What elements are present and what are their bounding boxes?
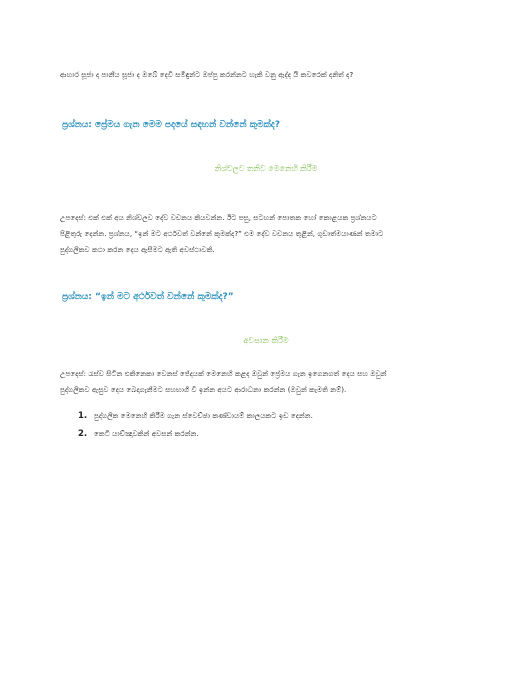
list-item [78,410,474,422]
instruction-line: පුද්ගලිකව කථා කරන දෙය ඇසීමට ඇති අවස්ථාවකි. [60,245,215,254]
closing-steps-list [78,410,474,446]
instruction-line: උපදෙස්: එක් එක් අය නිශ්චලව දේව වචනය කියවන්න. ඊට පසු, සටහන් පොතක හෝ කොළයක ප්‍රශ්නයට [60,213,377,222]
step-number: 1. [78,411,88,421]
step-text: පුද්ගලික මෙනෙහි කිරීම ගැන ස්වෙච්ඡා කණ්ඩායම් කාලයකට ඉඩ දෙන්න. [94,411,313,420]
instruction-line: පිළිතුරු දෙන්න. ප්‍රශ්නය, “ඉන් මට අර්ථවත් වන්නේ කුමක්ද?” එම දේව වචනය තුළින්, ගුඩාත්මයාණන් තමාට [60,229,384,238]
instruction-line: උපදෙස්: රැස්ව සිටින එකිනෙකා වෙනස් ජේදයක් මෙනෙහි කළද ඔවුන් ප්‍රේමය ගැන ඉගෙනගත් දෙය සහ ඔවුන් [60,369,387,378]
question-heading-2: ප්‍රශ්නය: “ඉන් මට අර්ථවත් වන්නේ කුමක්ද?” [62,292,234,302]
instruction-paragraph-1 [60,210,474,258]
section-heading-solitude: නිශ්චලව තනිව මෙනෙහි කිරීම [214,164,318,173]
instruction-paragraph-2 [60,366,474,398]
step-number: 2. [78,429,88,439]
instruction-line: පුද්ගලිකව ඇසුව දෙය බෙදාගැනීමට සහභාගී වී ඉන්න අයට ආරාධනා කරන්න (ඔවුන් කැමති නම්). [60,385,347,394]
section-heading-closing: අවසාන කිරීම [243,336,289,345]
list-item [78,428,474,440]
question-heading-1: ප්‍රශ්නය: ප්‍රේමය ගැන මෙම පදයේ සඳහන් වන්නේ කුමක්ද? [62,120,280,130]
intro-paragraph: ආහාර සූජා ද පානීය සූජා ද ඔබේ දෙවි සමිඳුන්ට ඔප්පු කරන්නට හැකි වනු ඇද්ද යි කවරෙක් දනිත් ද? [60,70,354,79]
step-text: කෙටි යාච්ඤාවකින් අවසන් කරන්න. [94,429,199,438]
